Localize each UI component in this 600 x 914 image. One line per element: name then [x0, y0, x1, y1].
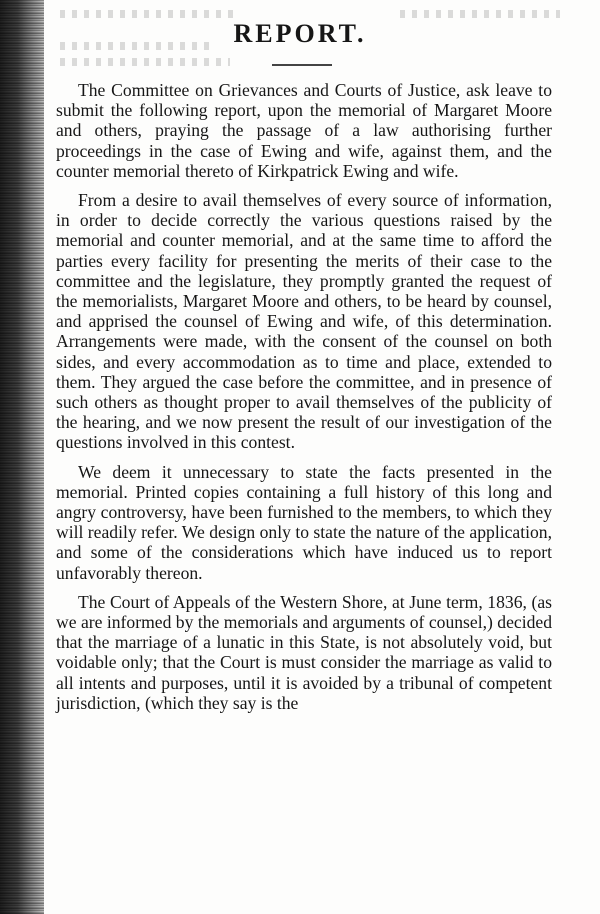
paragraph-1: The Committee on Grievances and Courts of Justice, ask leave to submit the following report, upon the memorial of Margaret Moore and others, praying the passage of a law authorising further proceedings in the case of Ewing and wife, against them, and the counter memorial thereto of Kirkpatrick Ewing and wife.: [56, 80, 552, 181]
page-title: REPORT.: [233, 19, 367, 48]
paragraph-2: From a desire to avail themselves of every source of information, in order to decide correctly the various questions raised by the memorial and counter memorial, and at the same time to afford the parties every facility for presenting the merits of their case to the committee and the legislature, they promptly granted the request of the memorialists, Margaret Moore and others, to be heard by counsel, and apprised the counsel of Ewing and wife, of this determination. Arrangements were made, with the consent of the counsel on both sides, and every accommodation as to time and place, extended to them. They argued the case before the committee, and in presence of such others as thought proper to avail themselves of the publicity of the hearing, and we now present the result of our investigation of the questions involved in this contest.: [56, 190, 552, 453]
paragraph-4: The Court of Appeals of the Western Shore, at June term, 1836, (as we are informed by the memorials and arguments of counsel,) decided that the marriage of a lunatic in this State, is not absolutely void, but voidable only; that the Court is must consider the marriage as valid to all intents and purposes, until it is avoided by a tribunal of competent jurisdiction, (which they say is the: [56, 591, 552, 713]
bleed-through-text: [60, 10, 240, 18]
title-rule: [272, 64, 332, 66]
binding-edge: [0, 0, 44, 914]
paragraph-3: We deem it unnecessary to state the facts presented in the memorial. Printed copies containing a full history of this long and angry controversy, have been furnished to the members, to which they will readily refer. We design only to state the nature of the application, and some of the considerations which have induced us to report unfavorably thereon.: [56, 461, 552, 583]
bleed-through-text: [400, 10, 560, 18]
report-body: [56, 80, 552, 722]
bleed-through-text: [60, 58, 230, 66]
